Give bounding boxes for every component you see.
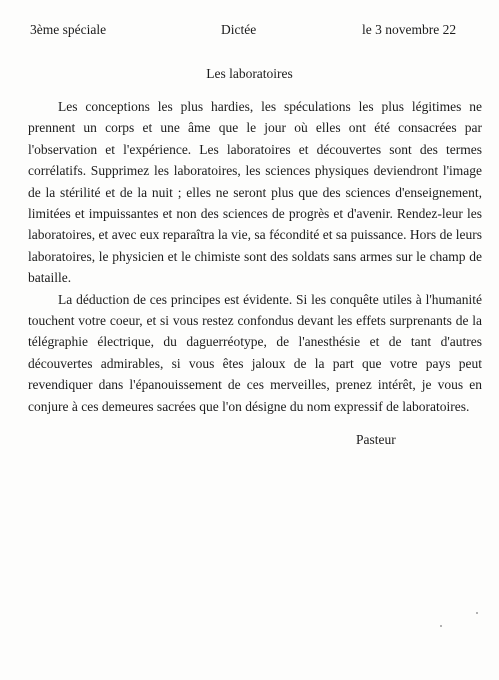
document-title: Les laboratoires [206,66,293,81]
scan-speck [476,612,478,614]
paragraph-2: La déduction de ces principes est évidente. Si les conquête utiles à l'humanité touchent votre coeur, et si vous restez confondus devant les effets surprenants de la télégraphie électrique, du daguerréotype, de l'anesthésie et de tant d'autres découvertes admirables, si vous êtes jaloux de la part que votre pays peut revendiquer dans l'épanouissement de ces merveilles, prenez intérêt, je vous en conjure à ces demeures sacrées que l'on désigne du nom expressif de laboratoires. [28,291,482,414]
document-date: le 3 novembre 22 [362,22,457,37]
signature: Pasteur [356,432,396,447]
paragraph-1: Les conceptions les plus hardies, les spéculations les plus légitimes ne prennent un corps et une âme que le jour où elles ont été consacrées par l'observation et l'expérience. Les laboratoires et découvertes sont des termes corrélatifs. Supprimez les laboratoires, les sciences physiques deviendront l'image de la stérilité et de la nuit ; elles ne seront plus que des sciences d'enseignement, limitées et impuissantes et non des sciences de progrès et d'avenir. Rendez-leur les laboratoires, et avec eux reparaîtra la vie, sa fécondité et sa puissance. Hors de leurs laboratoires, le physicien et le chimiste sont des soldats sans armes sur le champ de bataille. [28,99,482,286]
document-header [0,22,499,42]
class-label: 3ème spéciale [30,22,107,37]
document-body [28,96,482,417]
document-type: Dictée [221,22,257,37]
scan-speck [440,625,442,627]
